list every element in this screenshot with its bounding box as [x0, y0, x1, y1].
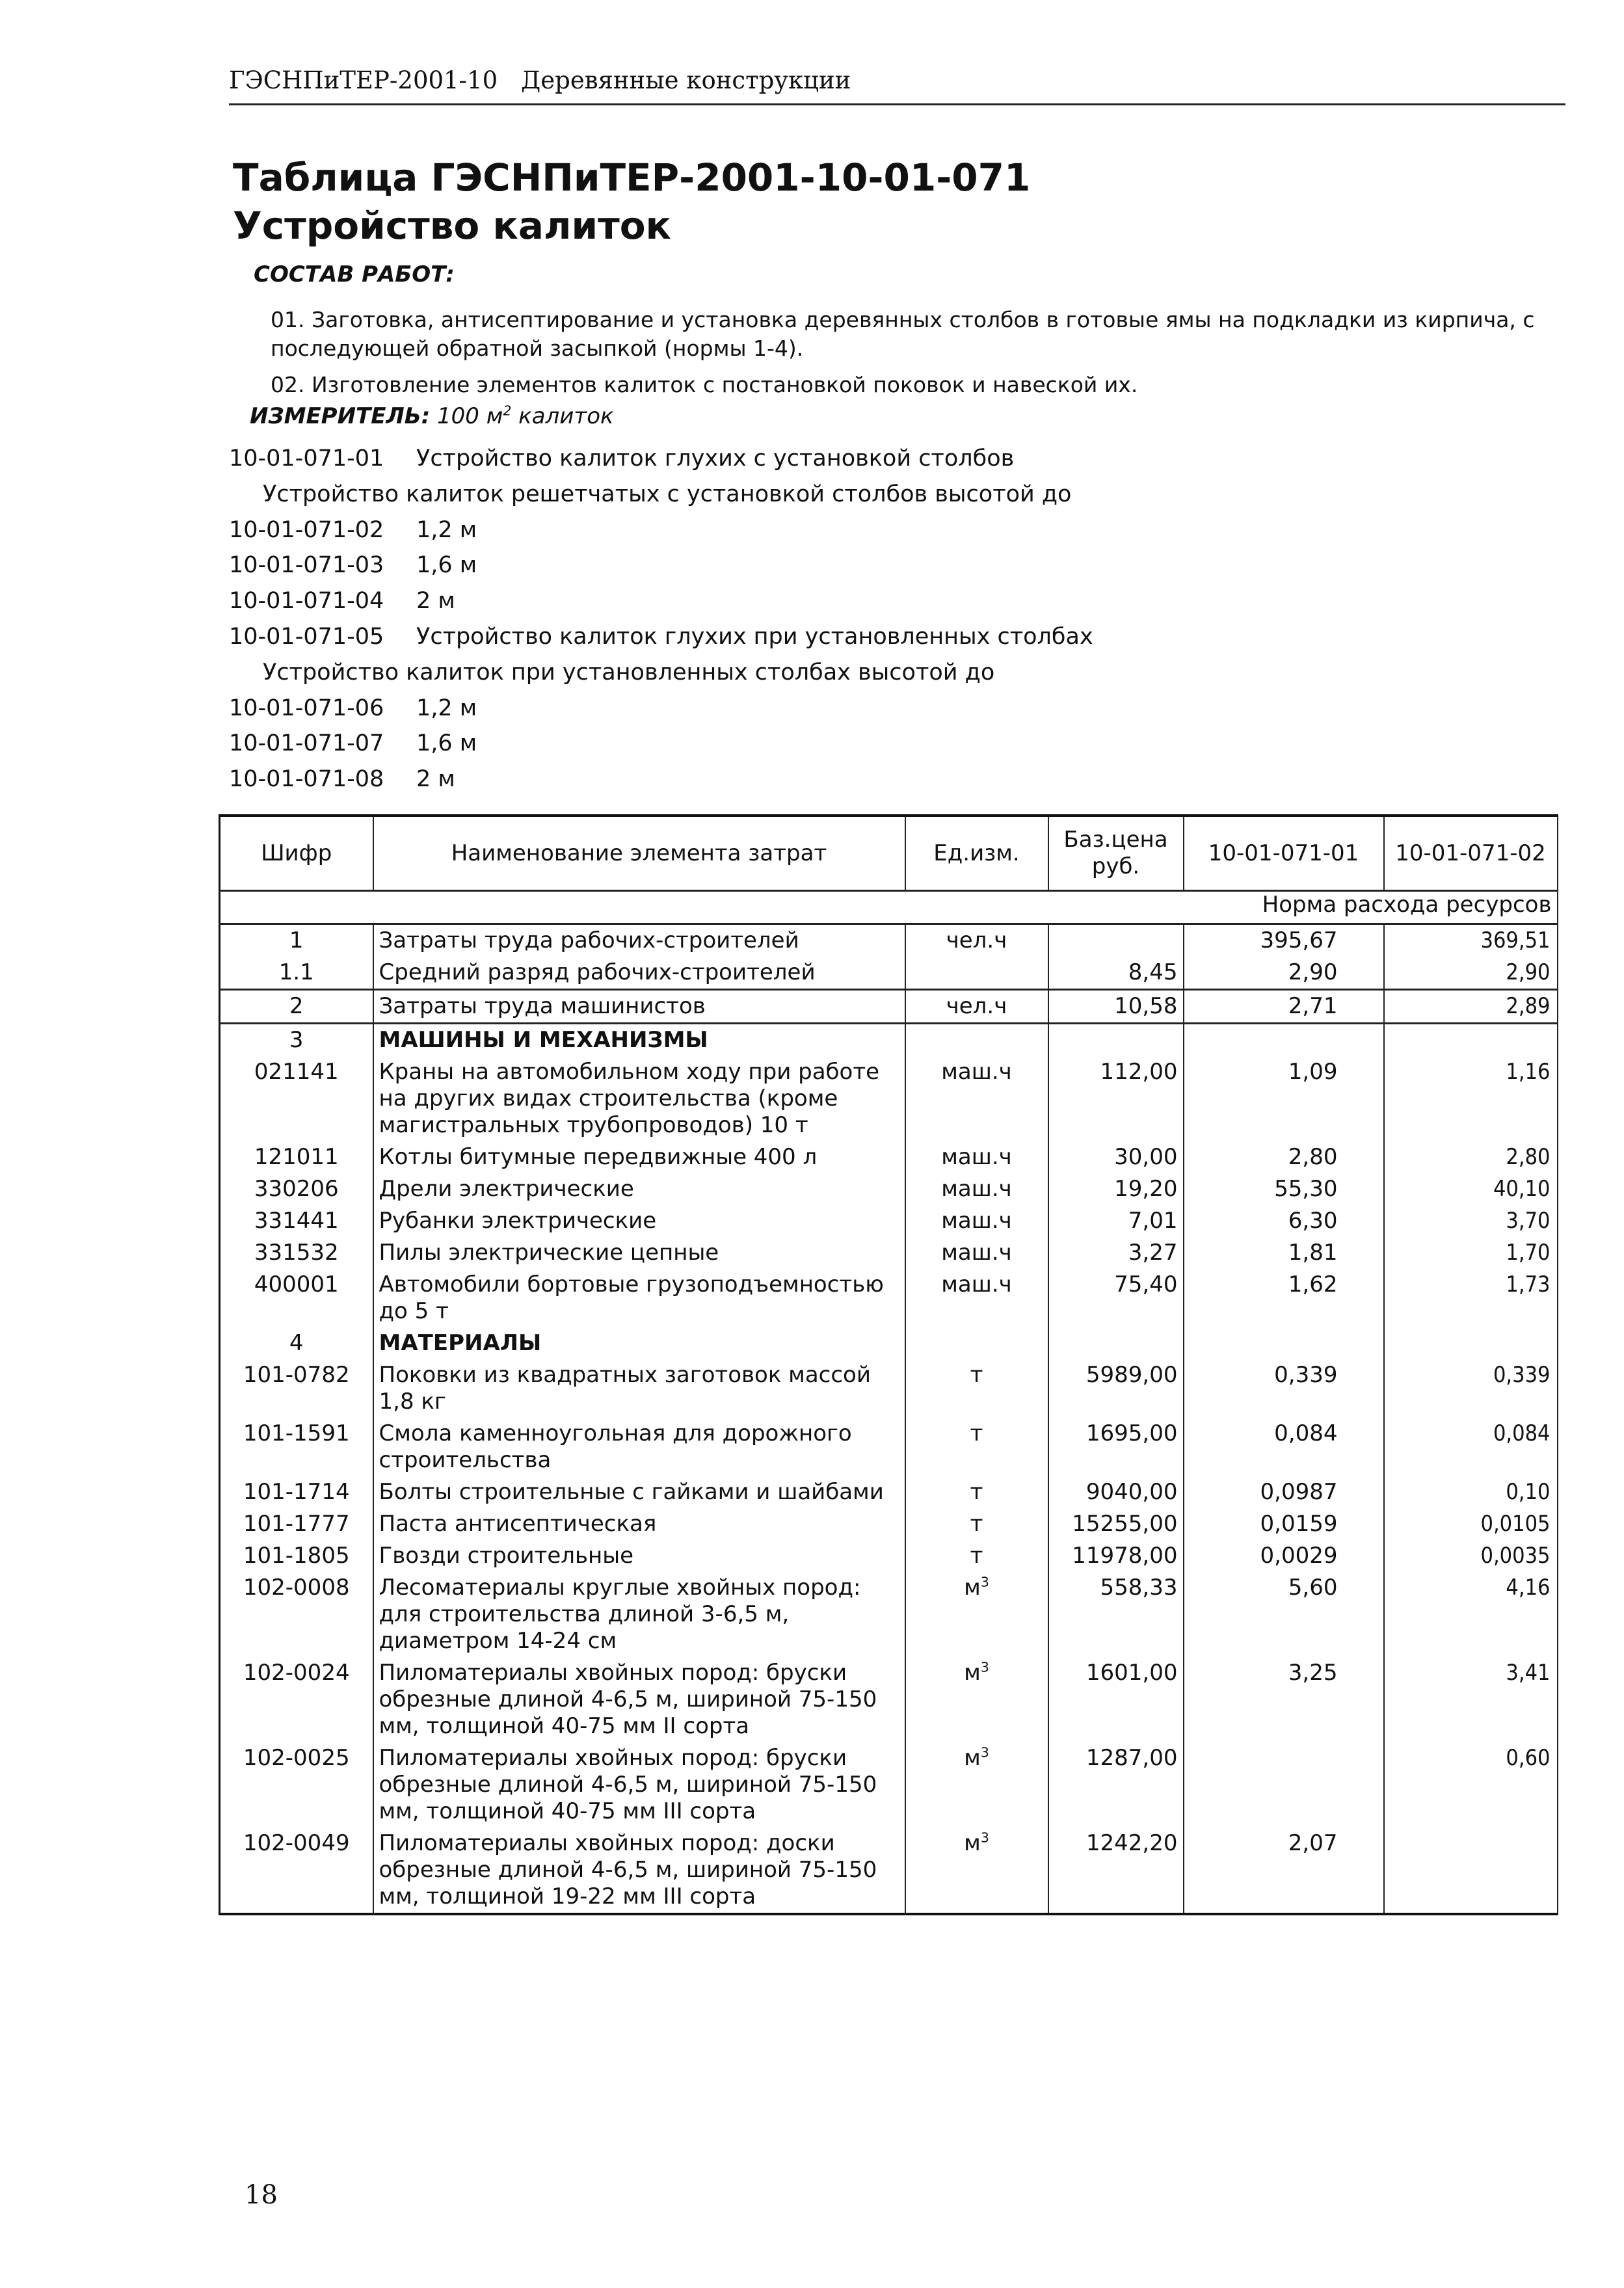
table-row [220, 1418, 1558, 1476]
table-row [220, 1327, 1558, 1359]
works-list [271, 306, 1545, 407]
cell-unit: т [905, 1359, 1048, 1418]
cell-norm-02: 2,80 [1384, 1141, 1558, 1173]
cell-norm-01: 0,0159 [1184, 1508, 1384, 1540]
cell-norm-02: 0,084 [1384, 1418, 1558, 1476]
cell-name: Пиломатериалы хвойных пород: доски обрезные длиной 4-6,5 м, шириной 75-150 мм, толщиной 19-22 мм III сорта [373, 1828, 905, 1914]
cell-name: Котлы битумные передвижные 400 л [373, 1141, 905, 1173]
cell-code: 4 [220, 1327, 373, 1359]
cell-norm-01: 6,30 [1184, 1205, 1384, 1237]
header-norm-02: 10-01-071-02 [1384, 816, 1558, 891]
norm-code-item [229, 548, 1093, 583]
work-item: 02. Изготовление элементов калиток с постановкой поковок и навеской их. [271, 372, 1138, 397]
cell-price: 11978,00 [1048, 1540, 1184, 1572]
table-row [220, 924, 1558, 957]
cell-norm-02: 369,51 [1384, 924, 1558, 957]
cell-norm-02: 3,70 [1384, 1205, 1558, 1237]
meter-label: ИЗМЕРИТЕЛЬ: [250, 403, 431, 429]
cell-norm-02: 4,16 [1384, 1572, 1558, 1657]
cell-name: Пиломатериалы хвойных пород: бруски обрезные длиной 4-6,5 м, шириной 75-150 мм, толщиной 40-75 мм II сорта [373, 1657, 905, 1742]
header-section: Деревянные конструкции [521, 66, 851, 94]
cell-norm-01: 2,80 [1184, 1141, 1384, 1173]
norm-code: 10-01-071-01 [229, 446, 384, 472]
norm-code: 10-01-071-02 [229, 516, 384, 543]
cell-norm-01: 3,25 [1184, 1657, 1384, 1742]
norm-code-item [229, 477, 1093, 512]
cell-norm-02 [1384, 1828, 1558, 1914]
cell-norm-02: 0,0105 [1384, 1508, 1558, 1540]
cell-price: 5989,00 [1048, 1359, 1184, 1418]
title-line-2: Устройство калиток [233, 204, 671, 248]
table-header-row [220, 816, 1558, 891]
cell-norm-01: 1,62 [1184, 1269, 1384, 1327]
norm-code-item [229, 441, 1093, 477]
table-row [220, 1269, 1558, 1327]
header-price: Баз.цена руб. [1048, 816, 1184, 891]
title-line-1: Таблица ГЭСНПиТЕР-2001-10-01-071 [233, 155, 1031, 200]
cell-price: 75,40 [1048, 1269, 1184, 1327]
norm-code-description: 2 м [416, 588, 455, 615]
norm-code-description: 1,6 м [416, 730, 477, 757]
cell-norm-02: 0,60 [1384, 1742, 1558, 1828]
meter-line [250, 403, 614, 429]
cell-name: Гвозди строительные [373, 1540, 905, 1572]
table-row [220, 1476, 1558, 1508]
cell-unit: чел.ч [905, 990, 1048, 1024]
norm-code: 10-01-071-06 [229, 695, 384, 721]
meter-value: 100 $м^2$ калиток [437, 403, 614, 429]
cell-unit: т [905, 1540, 1048, 1572]
cell-price: 112,00 [1048, 1056, 1184, 1141]
table-row [220, 990, 1558, 1024]
cell-code: 101-1777 [220, 1508, 373, 1540]
table-row [220, 1828, 1558, 1914]
cell-name: Дрели электрические [373, 1173, 905, 1205]
cell-code: 2 [220, 990, 373, 1024]
cell-name: МАШИНЫ И МЕХАНИЗМЫ [373, 1024, 905, 1057]
cell-unit: $м^3$ [905, 1742, 1048, 1828]
cell-unit: чел.ч [905, 924, 1048, 957]
cell-unit: $м^3$ [905, 1572, 1048, 1657]
cell-code: 101-1591 [220, 1418, 373, 1476]
cell-unit: маш.ч [905, 1269, 1048, 1327]
cell-name: Автомобили бортовые грузоподъемностью до 5 т [373, 1269, 905, 1327]
norm-code: 10-01-071-07 [229, 730, 384, 757]
cell-name: Пиломатериалы хвойных пород: бруски обрезные длиной 4-6,5 м, шириной 75-150 мм, толщиной 40-75 мм III сорта [373, 1742, 905, 1828]
cell-price: 19,20 [1048, 1173, 1184, 1205]
cell-norm-01: 395,67 [1184, 924, 1384, 957]
cell-price: 30,00 [1048, 1141, 1184, 1173]
cell-norm-01 [1184, 1024, 1384, 1057]
table-row [220, 1572, 1558, 1657]
norm-code-description: 1,2 м [416, 695, 477, 721]
cell-norm-01: 1,09 [1184, 1056, 1384, 1141]
table-row [220, 1657, 1558, 1742]
cell-name: Затраты труда машинистов [373, 990, 905, 1024]
cell-name: Краны на автомобильном ходу при работе на других видах строительства (кроме магистральных трубопроводов) 10 т [373, 1056, 905, 1141]
cell-unit: маш.ч [905, 1173, 1048, 1205]
page-number: 18 [245, 2180, 278, 2210]
norm-code-description: 1,6 м [416, 552, 477, 579]
cell-unit: маш.ч [905, 1205, 1048, 1237]
works-label: СОСТАВ РАБОТ: [254, 261, 455, 287]
table-row [220, 1173, 1558, 1205]
norm-code-item [229, 583, 1093, 619]
cell-norm-01: 2,07 [1184, 1828, 1384, 1914]
cell-unit [905, 1024, 1048, 1057]
cell-price: 1695,00 [1048, 1418, 1184, 1476]
cell-price: 10,58 [1048, 990, 1184, 1024]
norm-code: 10-01-071-04 [229, 588, 384, 615]
cell-code: 102-0049 [220, 1828, 373, 1914]
cell-unit: маш.ч [905, 1237, 1048, 1269]
cell-name: Паста антисептическая [373, 1508, 905, 1540]
cell-unit: $м^3$ [905, 1828, 1048, 1914]
cell-norm-02: 0,10 [1384, 1476, 1558, 1508]
table-row [220, 957, 1558, 990]
norm-code-description: Устройство калиток решетчатых с установкой столбов высотой до [263, 481, 1072, 507]
table-row [220, 1359, 1558, 1418]
header-code: Шифр [220, 816, 373, 891]
cell-code: 1 [220, 924, 373, 957]
table-row [220, 1056, 1558, 1141]
cell-code: 331441 [220, 1205, 373, 1237]
cell-norm-02: 2,89 [1384, 990, 1558, 1024]
cell-norm-02 [1384, 1327, 1558, 1359]
cell-norm-01: 0,0987 [1184, 1476, 1384, 1508]
cell-price [1048, 924, 1184, 957]
norm-code-item [229, 726, 1093, 762]
cell-name: МАТЕРИАЛЫ [373, 1327, 905, 1359]
cell-norm-02: 0,0035 [1384, 1540, 1558, 1572]
cell-norm-02: 0,339 [1384, 1359, 1558, 1418]
cell-unit: маш.ч [905, 1056, 1048, 1141]
header-code: ГЭСНПиТЕР-2001-10 [229, 66, 498, 94]
cell-price: 1601,00 [1048, 1657, 1184, 1742]
cell-norm-01: 2,71 [1184, 990, 1384, 1024]
cell-unit [905, 957, 1048, 990]
cell-unit: $м^3$ [905, 1657, 1048, 1742]
cell-code: 121011 [220, 1141, 373, 1173]
table-title [233, 153, 1030, 250]
table-row [220, 1237, 1558, 1269]
cell-price: 1287,00 [1048, 1742, 1184, 1828]
running-header [229, 66, 1565, 105]
cell-name: Средний разряд рабочих-строителей [373, 957, 905, 990]
cell-norm-02: 1,16 [1384, 1056, 1558, 1141]
cell-unit: т [905, 1508, 1048, 1540]
cell-unit: маш.ч [905, 1141, 1048, 1173]
cell-code: 1.1 [220, 957, 373, 990]
cell-name: Затраты труда рабочих-строителей [373, 924, 905, 957]
norm-code-description: Устройство калиток при установленных столбах высотой до [263, 659, 995, 685]
cell-code: 3 [220, 1024, 373, 1057]
cell-norm-02: 1,70 [1384, 1237, 1558, 1269]
norm-code-description: Устройство калиток глухих при установленных столбах [416, 623, 1093, 650]
norm-code-description: 1,2 м [416, 516, 477, 543]
norm-code-item [229, 762, 1093, 797]
norm-code-item [229, 512, 1093, 548]
cell-unit: т [905, 1476, 1048, 1508]
cell-norm-02: 40,10 [1384, 1173, 1558, 1205]
norm-label: Норма расхода ресурсов [220, 891, 1558, 924]
cell-code: 101-1714 [220, 1476, 373, 1508]
cell-price [1048, 1024, 1184, 1057]
header-unit: Ед.изм. [905, 816, 1048, 891]
cell-norm-01: 55,30 [1184, 1173, 1384, 1205]
cell-name: Болты строительные с гайками и шайбами [373, 1476, 905, 1508]
cell-price: 1242,20 [1048, 1828, 1184, 1914]
cell-code: 102-0008 [220, 1572, 373, 1657]
cell-norm-01: 2,90 [1184, 957, 1384, 990]
header-norm-01: 10-01-071-01 [1184, 816, 1384, 891]
norm-code-description: 2 м [416, 766, 455, 793]
table-row [220, 1540, 1558, 1572]
cell-price: 15255,00 [1048, 1508, 1184, 1540]
table-row [220, 1742, 1558, 1828]
table-row [220, 1205, 1558, 1237]
norm-code-item [229, 691, 1093, 726]
norm-code-item [229, 619, 1093, 655]
norm-code: 10-01-071-08 [229, 766, 384, 793]
cell-price: 558,33 [1048, 1572, 1184, 1657]
table-row [220, 1141, 1558, 1173]
cell-code: 101-1805 [220, 1540, 373, 1572]
cell-code: 102-0024 [220, 1657, 373, 1742]
cell-code: 021141 [220, 1056, 373, 1141]
cell-code: 102-0025 [220, 1742, 373, 1828]
cell-norm-01: 1,81 [1184, 1237, 1384, 1269]
cell-name: Смола каменноугольная для дорожного строительства [373, 1418, 905, 1476]
cell-code: 400001 [220, 1269, 373, 1327]
norm-code-list [229, 441, 1093, 797]
cell-price [1048, 1327, 1184, 1359]
cell-norm-02: 3,41 [1384, 1657, 1558, 1742]
cell-name: Лесоматериалы круглые хвойных пород: для строительства длиной 3-6,5 м, диаметром 14-24 см [373, 1572, 905, 1657]
cell-norm-01 [1184, 1742, 1384, 1828]
cell-price: 9040,00 [1048, 1476, 1184, 1508]
cell-price: 3,27 [1048, 1237, 1184, 1269]
cell-name: Поковки из квадратных заготовок массой 1,8 кг [373, 1359, 905, 1418]
cell-norm-02: 1,73 [1384, 1269, 1558, 1327]
cell-norm-01: 0,339 [1184, 1359, 1384, 1418]
cell-norm-02 [1384, 1024, 1558, 1057]
cell-norm-01 [1184, 1327, 1384, 1359]
cell-unit: т [905, 1418, 1048, 1476]
norm-code: 10-01-071-03 [229, 552, 384, 579]
cell-name: Рубанки электрические [373, 1205, 905, 1237]
cell-norm-01: 5,60 [1184, 1572, 1384, 1657]
cell-code: 101-0782 [220, 1359, 373, 1418]
cell-norm-02: 2,90 [1384, 957, 1558, 990]
cell-price: 7,01 [1048, 1205, 1184, 1237]
cell-code: 330206 [220, 1173, 373, 1205]
table-row [220, 1024, 1558, 1057]
cell-unit [905, 1327, 1048, 1359]
cell-name: Пилы электрические цепные [373, 1237, 905, 1269]
norm-code: 10-01-071-05 [229, 623, 384, 650]
header-name: Наименование элемента затрат [373, 816, 905, 891]
norm-code-item [229, 655, 1093, 691]
cell-code: 331532 [220, 1237, 373, 1269]
norm-label-row [220, 891, 1558, 924]
norm-code-description: Устройство калиток глухих с установкой столбов [416, 446, 1015, 472]
cell-norm-01: 0,084 [1184, 1418, 1384, 1476]
resource-table [219, 814, 1558, 1915]
work-item: 01. Заготовка, антисептирование и установка деревянных столбов в готовые ямы на подкладки из кирпича, с последующей обратной засыпкой (нормы 1-4). [271, 307, 1535, 361]
cell-norm-01: 0,0029 [1184, 1540, 1384, 1572]
table-row [220, 1508, 1558, 1540]
cell-price: 8,45 [1048, 957, 1184, 990]
